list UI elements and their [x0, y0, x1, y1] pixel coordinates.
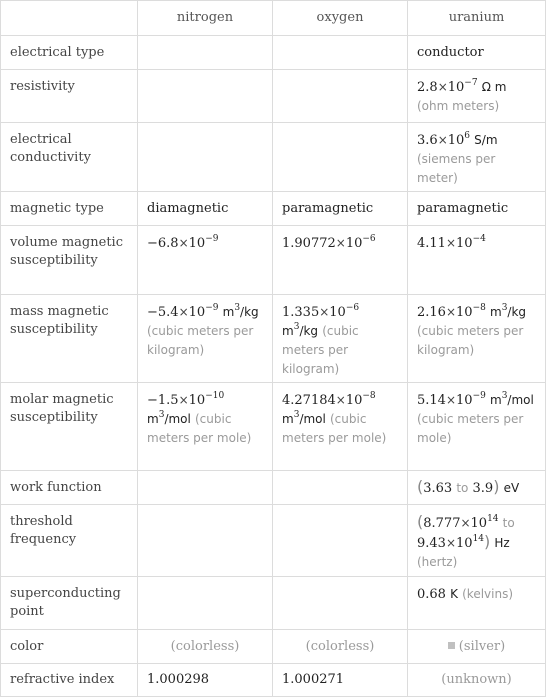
cell-nitrogen: $-5.4\times 10^{-9}$ $m^3/kg$ (cubic meters per kilogram) — [138, 295, 273, 383]
cell-uranium: (3.63 to 3.9) eV — [408, 471, 546, 505]
row-label: electrical conductivity — [1, 123, 138, 192]
row-color — [1, 630, 546, 664]
cell-nitrogen — [138, 70, 273, 123]
cell-uranium: ($8.777\times 10^{14}$ to $9.43\times 10^{14}$) Hz (hertz) — [408, 505, 546, 577]
cell-uranium: (unknown) — [408, 664, 546, 697]
cell-nitrogen — [138, 36, 273, 70]
cell-oxygen: 1.000271 — [273, 664, 408, 697]
row-work-function — [1, 471, 546, 505]
cell-uranium: $2.16\times 10^{-8}$ $m^3/kg$ (cubic meters per kilogram) — [408, 295, 546, 383]
cell-oxygen: $4.27184\times 10^{-8}$ $m^3$/mol (cubic meters per mole) — [273, 383, 408, 471]
cell-oxygen — [273, 70, 408, 123]
cell-oxygen: $1.335\times 10^{-6}$ $m^3/kg$ (cubic meters per kilogram) — [273, 295, 408, 383]
cell-nitrogen: 1.000298 — [138, 664, 273, 697]
header-oxygen: oxygen — [273, 1, 408, 36]
row-label: resistivity — [1, 70, 138, 123]
cell-nitrogen — [138, 577, 273, 630]
row-volume-magnetic-susceptibility — [1, 226, 546, 295]
cell-nitrogen: diamagnetic — [138, 192, 273, 226]
cell-oxygen — [273, 36, 408, 70]
row-electrical-conductivity — [1, 123, 546, 192]
silver-swatch-icon — [448, 642, 455, 649]
cell-oxygen: $1.90772\times 10^{-6}$ — [273, 226, 408, 295]
cell-oxygen: (colorless) — [273, 630, 408, 664]
row-resistivity — [1, 70, 546, 123]
cell-oxygen — [273, 123, 408, 192]
header-row — [1, 1, 546, 36]
cell-uranium: (silver) — [408, 630, 546, 664]
row-threshold-frequency — [1, 505, 546, 577]
row-molar-magnetic-susceptibility — [1, 383, 546, 471]
row-label: refractive index — [1, 664, 138, 697]
row-label: superconducting point — [1, 577, 138, 630]
row-magnetic-type — [1, 192, 546, 226]
cell-oxygen — [273, 505, 408, 577]
row-refractive-index — [1, 664, 546, 697]
cell-uranium: paramagnetic — [408, 192, 546, 226]
header-corner — [1, 1, 138, 36]
cell-nitrogen — [138, 505, 273, 577]
cell-oxygen: paramagnetic — [273, 192, 408, 226]
cell-oxygen — [273, 577, 408, 630]
cell-uranium: $2.8\times 10^{-7}$ Ω m (ohm meters) — [408, 70, 546, 123]
row-electrical-type — [1, 36, 546, 70]
cell-uranium: conductor — [408, 36, 546, 70]
row-superconducting-point — [1, 577, 546, 630]
row-label: molar magnetic susceptibility — [1, 383, 138, 471]
row-label: mass magnetic susceptibility — [1, 295, 138, 383]
row-label: electrical type — [1, 36, 138, 70]
cell-uranium: 0.68 K (kelvins) — [408, 577, 546, 630]
row-label: work function — [1, 471, 138, 505]
row-mass-magnetic-susceptibility — [1, 295, 546, 383]
cell-uranium: $3.6\times 10^6$ S/m (siemens per meter) — [408, 123, 546, 192]
cell-nitrogen — [138, 123, 273, 192]
cell-nitrogen — [138, 471, 273, 505]
header-uranium: uranium — [408, 1, 546, 36]
cell-oxygen — [273, 471, 408, 505]
row-label: magnetic type — [1, 192, 138, 226]
cell-uranium: $4.11\times 10^{-4}$ — [408, 226, 546, 295]
cell-uranium: $5.14\times 10^{-9}$ $m^3$/mol (cubic meters per mole) — [408, 383, 546, 471]
row-label: threshold frequency — [1, 505, 138, 577]
row-label: color — [1, 630, 138, 664]
row-label: volume magnetic susceptibility — [1, 226, 138, 295]
cell-nitrogen: $-1.5\times 10^{-10}$ $m^3$/mol (cubic meters per mole) — [138, 383, 273, 471]
cell-nitrogen: $-6.8\times 10^{-9}$ — [138, 226, 273, 295]
cell-nitrogen: (colorless) — [138, 630, 273, 664]
header-nitrogen: nitrogen — [138, 1, 273, 36]
